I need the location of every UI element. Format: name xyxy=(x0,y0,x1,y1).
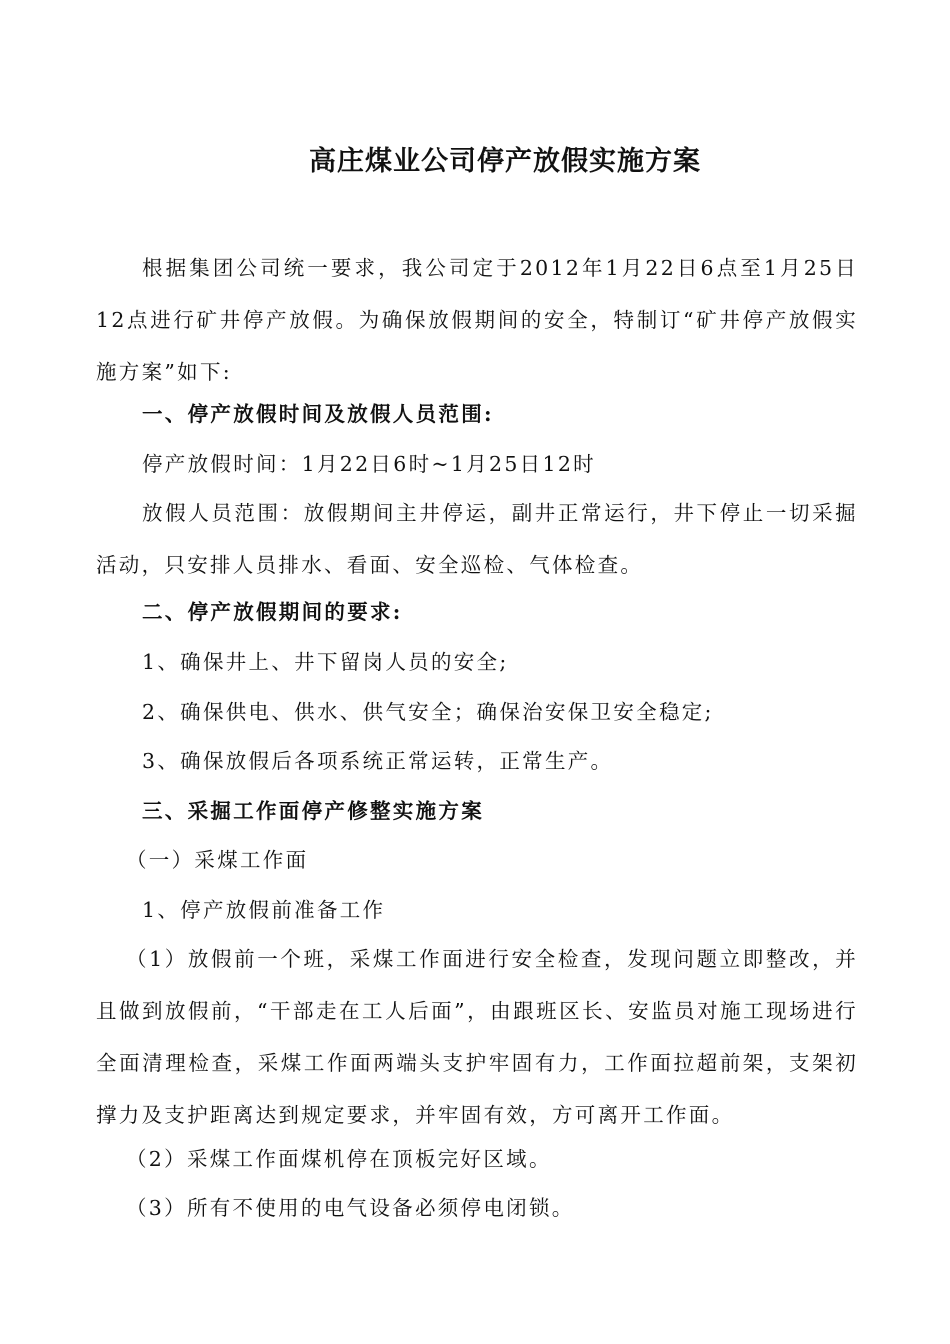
subsection-item-title: 1、停产放假前准备工作 xyxy=(142,898,386,922)
staff-scope-paragraph: 放假人员范围：放假期间主井停运，副井正常运行，井下停止一切采掘活动，只安排人员排水、看面、安全巡检、气体检查。 xyxy=(96,501,858,577)
sub-item-3-paragraph: （3）所有不使用的电气设备必须停电闭锁。 xyxy=(126,1196,575,1220)
section-heading-2: 二、停产放假期间的要求: xyxy=(142,600,403,624)
sub-item-2-paragraph: （2）采煤工作面煤机停在顶板完好区域。 xyxy=(126,1147,552,1171)
requirement-item-3: 3、确保放假后各项系统正常运转，正常生产。 xyxy=(142,749,614,773)
subsection-heading-1: （一）采煤工作面 xyxy=(126,848,309,872)
document-title: 高庄煤业公司停产放假实施方案 xyxy=(309,146,701,177)
requirement-item-2: 2、确保供电、供水、供气安全；确保治安保卫安全稳定; xyxy=(142,700,714,724)
intro-paragraph: 根据集团公司统一要求，我公司定于2012年1月22日6点至1月25日12点进行矿井停产放假。为确保放假期间的安全，特制订“矿井停产放假实施方案”如下: xyxy=(96,256,858,384)
section-heading-1: 一、停产放假时间及放假人员范围: xyxy=(142,402,494,426)
holiday-time-paragraph: 停产放假时间：1月22日6时~1月25日12时 xyxy=(142,452,596,476)
sub-item-1-paragraph: （1）放假前一个班，采煤工作面进行安全检查，发现问题立即整改，并且做到放假前，“干部走在工人后面”，由跟班区长、安监员对施工现场进行全面清理检查，采煤工作面两端头支护牢固有力，工作面拉超前架，支架初撑力及支护距离达到规定要求，并牢固有效，方可离开工作面。 xyxy=(96,947,858,1127)
section-heading-3: 三、采掘工作面停产修整实施方案 xyxy=(142,799,484,823)
requirement-item-1: 1、确保井上、井下留岗人员的安全; xyxy=(142,650,509,674)
